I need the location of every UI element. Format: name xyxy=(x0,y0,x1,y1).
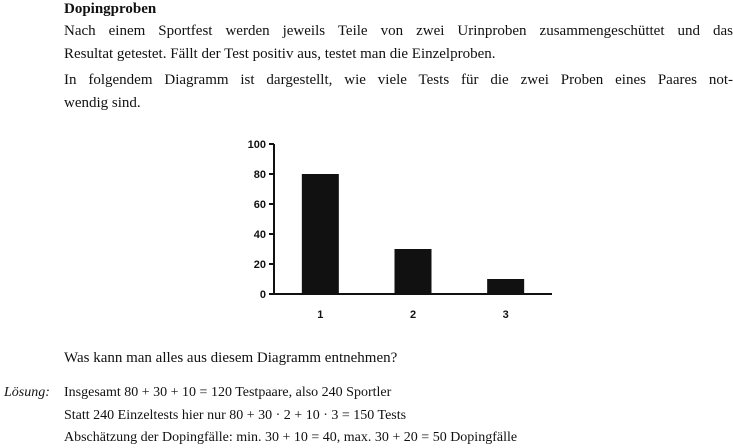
bar-3 xyxy=(487,279,524,294)
y-tick-label: 0 xyxy=(259,289,266,301)
x-axis xyxy=(274,294,552,321)
solution-label: Lösung: xyxy=(4,385,50,400)
intro-line-1: Nach einem Sportfest werden jeweils Teile von zwei Urinproben zusammengeschüttet und das xyxy=(64,23,733,39)
bar-2 xyxy=(395,249,432,294)
y-ticks xyxy=(248,139,274,301)
bars xyxy=(302,174,524,294)
x-tick-label: 3 xyxy=(502,309,509,321)
y-tick-label: 40 xyxy=(253,229,266,241)
question-text: Was kann man alles aus diesem Diagramm entnehmen? xyxy=(64,350,398,366)
intro-line-4: wendig sind. xyxy=(64,95,141,111)
test-count-bar-chart xyxy=(230,132,570,332)
intro-line-2: Resultat getestet. Fällt der Test positiv aus, testet man die Einzelproben. xyxy=(64,46,496,62)
solution-line-3: Abschätzung der Dopingfälle: min. 30 + 10 = 40, max. 30 + 20 = 50 Dopingfälle xyxy=(64,430,518,445)
y-tick-label: 60 xyxy=(253,199,266,211)
bar-1 xyxy=(302,174,339,294)
y-tick-label: 80 xyxy=(253,169,266,181)
x-tick-label: 1 xyxy=(317,309,324,321)
x-ticks xyxy=(317,309,508,321)
exercise-title: Dopingproben xyxy=(64,1,157,17)
y-tick-label: 100 xyxy=(247,139,266,151)
y-axis xyxy=(248,139,274,301)
solution-line-2: Statt 240 Einzeltests hier nur 80 + 30 · 2 + 10 · 3 = 150 Tests xyxy=(64,408,407,423)
y-tick-label: 20 xyxy=(253,259,266,271)
x-tick-label: 2 xyxy=(409,309,417,321)
solution-line-1: Insgesamt 80 + 30 + 10 = 120 Testpaare, also 240 Sportler xyxy=(64,385,392,400)
intro-line-3: In folgendem Diagramm ist dargestellt, wie viele Tests für die zwei Proben eines Paares not- xyxy=(64,72,733,88)
